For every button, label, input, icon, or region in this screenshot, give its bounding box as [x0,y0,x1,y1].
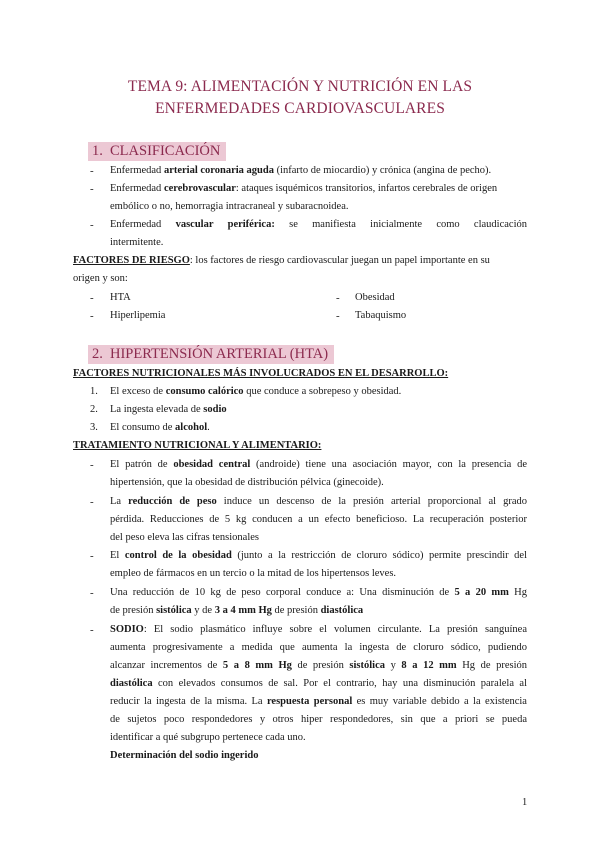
sodium-determination-subheading: Determinación del sodio ingerido [110,750,259,761]
bullet-marker: - [90,459,94,471]
title-line-2: ENFERMEDADES CARDIOVASCULARES [155,100,445,117]
treatment-obesity-control-cont: empleo de fármacos en un tercio o la mitad de los hipertensos leves. [110,568,397,579]
list-item-cerebrovascular-cont: embólico o no, hemorragia intracraneal y subaracnoidea. [110,201,349,212]
treatment-10kg-reduction: Una reducción de 10 kg de peso corporal conduce a: Una disminución de 5 a 20 mm Hg [110,587,527,598]
list-item-coronary: Enfermedad arterial coronaria aguda (infarto de miocardio) y crónica (angina de pecho). [110,165,492,176]
risk-factors-paragraph: FACTORES DE RIESGO: los factores de riesgo cardiovascular juegan un papel importante en su [73,255,490,266]
nutritional-factors-heading: FACTORES NUTRICIONALES MÁS INVOLUCRADOS EN EL DESARROLLO: [73,368,449,379]
section-2-heading [88,345,334,364]
risk-factors-label: FACTORES DE RIESGO [73,255,190,266]
section-2-number: 2. [92,346,103,362]
bullet-marker: - [90,624,94,636]
treatment-weight-reduction-cont: pérdida. Reducciones de 5 kg conducen a un efecto beneficioso. La recuperación posterior [110,514,527,525]
treatment-sodium-cont: identificar a qué subgrupo pertenece cada uno. [110,732,306,743]
treatment-central-obesity-cont: hipertensión, que la obesidad de distribución pélvica (ginecoide). [110,477,384,488]
treatment-sodium-cont: de sujetos poco respondedores y otros hiper respondedores, sin que a priori se pueda [110,714,527,725]
bullet-marker: - [90,496,94,508]
section-1-heading [88,142,226,161]
list-item-peripheral-cont: intermitente. [110,237,164,248]
bullet-marker: - [90,310,94,322]
bullet-marker: - [90,587,94,599]
treatment-sodium-cont: diastólica con elevados consumos de sal. Por el contrario, hay una disminución paralela al [110,678,527,689]
risk-factor-obesidad: Obesidad [355,292,395,303]
treatment-central-obesity: El patrón de obesidad central (androide) tiene una asociación mayor, con la presencia de [110,459,527,470]
treatment-10kg-reduction-cont: de presión sistólica y de 3 a 4 mm Hg de presión diastólica [110,605,364,616]
list-item-cerebrovascular: Enfermedad cerebrovascular: ataques isquémicos transitorios, infartos cerebrales de origen [110,183,498,194]
treatment-sodium: SODIO: El sodio plasmático influye sobre el volumen circulante. La presión sanguínea [110,624,527,635]
list-item-peripheral: Enfermedad vascular periférica: se manifiesta inicialmente como claudicación [110,219,527,230]
bullet-marker: - [336,292,340,304]
risk-factor-tabaquismo: Tabaquismo [355,310,407,321]
document-title [60,76,540,120]
bullet-marker: - [90,550,94,562]
factor-sodium: La ingesta elevada de sodio [110,404,227,415]
treatment-obesity-control: El control de la obesidad (junto a la restricción de cloruro sódico) permite prescindir del [110,550,527,561]
factor-number: 1. [90,386,98,397]
factor-number: 3. [90,422,98,433]
treatment-sodium-cont: reducir la ingesta de la misma. La respuesta personal es muy variable debido a la existencia [110,696,527,707]
bullet-marker: - [90,183,94,195]
factor-alcohol: El consumo de alcohol. [110,422,210,433]
treatment-sodium-cont: aumenta progresivamente a medida que aumenta la ingesta de cloruro sódico, pudiendo [110,642,527,653]
risk-factor-hta: HTA [110,292,131,303]
treatment-sodium-cont: alcanzar incrementos de 5 a 8 mm Hg de presión sistólica y 8 a 12 mm Hg de presión [110,660,528,671]
page-number: 1 [522,797,528,808]
bullet-marker: - [336,310,340,322]
risk-factor-hiperlipemia: Hiperlipemia [110,310,166,321]
section-1-number: 1. [92,143,103,159]
bullet-marker: - [90,219,94,231]
treatment-heading: TRATAMIENTO NUTRICIONAL Y ALIMENTARIO: [73,440,322,451]
factor-caloric: El exceso de consumo calórico que conduce a sobrepeso y obesidad. [110,386,402,397]
title-line-1: TEMA 9: ALIMENTACIÓN Y NUTRICIÓN EN LAS [127,78,473,95]
section-1-title: CLASIFICACIÓN [110,143,221,159]
treatment-weight-reduction-cont: del peso eleva las cifras tensionales [110,532,259,543]
bullet-marker: - [90,292,94,304]
bullet-marker: - [90,165,94,177]
treatment-weight-reduction: La reducción de peso induce un descenso de la presión arterial proporcional al grado [110,496,528,507]
section-2-title: HIPERTENSIÓN ARTERIAL (HTA) [110,346,329,362]
risk-factors-paragraph-cont: origen y son: [73,273,128,284]
factor-number: 2. [90,404,98,415]
